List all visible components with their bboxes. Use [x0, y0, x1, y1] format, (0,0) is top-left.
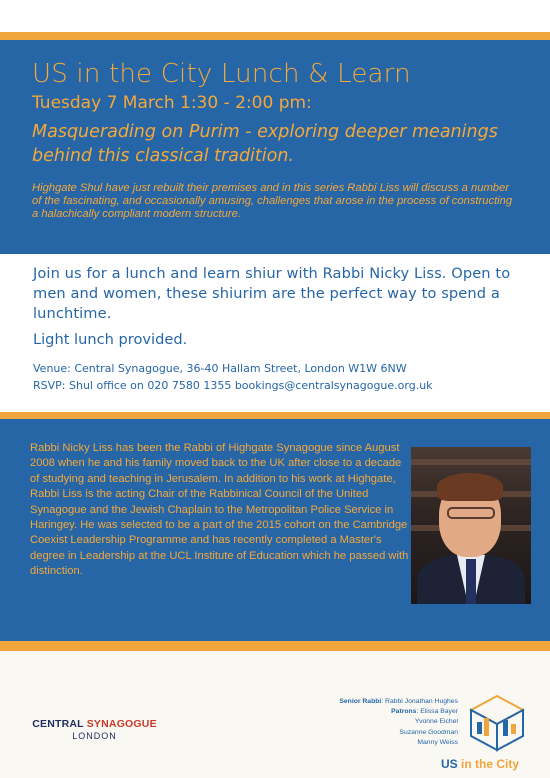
rabbi-photo: [411, 447, 531, 604]
credits-block: [339, 697, 458, 748]
top-stripe: [0, 32, 550, 40]
event-subtitle: Masquerading on Purim - exploring deeper meanings behind this classical tradition.: [32, 122, 498, 166]
venue-text: Venue: Central Synagogue, 36-40 Hallam Street, London W1W 6NW: [33, 362, 407, 375]
bottom-stripe: [0, 641, 550, 651]
logo-london-text: LONDON: [72, 731, 117, 741]
logo-central-text: CENTRAL: [32, 718, 84, 730]
patron-line: Manny Weiss: [417, 738, 458, 746]
us-in-the-city-logo: US in the City: [441, 757, 520, 771]
event-description: Highgate Shul have just rebuilt their premises and in this series Rabbi Liss will discuss a number of the fascinating, and occasionally amusing, challenges that arose in the process of constructing a halachically compliant modern structure.: [32, 182, 513, 220]
central-synagogue-logo: [32, 718, 157, 741]
rsvp-text: RSVP: Shul office on 020 7580 1355 bookings@centralsynagogue.org.uk: [33, 379, 433, 392]
middle-stripe: [0, 412, 550, 419]
info-section: [0, 254, 550, 412]
patron-line: Suzanne Goodman: [399, 728, 458, 736]
logo-synagogue-text: SYNAGOGUE: [86, 718, 157, 730]
patron-line: Patrons: Elissa Bayer: [391, 708, 458, 716]
patron-line: Yvonne Eichel: [414, 718, 458, 726]
bio-text: Rabbi Nicky Liss has been the Rabbi of Highgate Synagogue since August 2008 when he and his family moved back to the UK after close to a decade of studying and teaching in Jerusalem. In addition to his work at Highgate, Rabbi Liss is the acting Chair of the Rabbinical Council of the United Synagogue and the Jewish Chaplain to the Metropolitan Police Service in Haringey. He was selected to be a part of the 2015 cohort on the Cambridge Coexist Leadership Programme and has recently completed a Master's degree in Leadership at the UCL Institute of Education which he passed with distinction.: [30, 442, 409, 578]
lunch-text: Light lunch provided.: [33, 331, 188, 348]
senior-rabbi-line: Senior Rabbi: Rabbi Jonathan Hughes: [339, 698, 458, 705]
event-date: Tuesday 7 March 1:30 - 2:00 pm:: [32, 93, 312, 113]
us-in-the-city-cube-icon: [467, 692, 527, 752]
join-text: Join us for a lunch and learn shiur with Rabbi Nicky Liss. Open to men and women, these shiurim are the perfect way to spend a lunchtime.: [33, 265, 511, 322]
hero-banner: [0, 40, 550, 254]
event-title: US in the City Lunch & Learn: [32, 59, 411, 89]
